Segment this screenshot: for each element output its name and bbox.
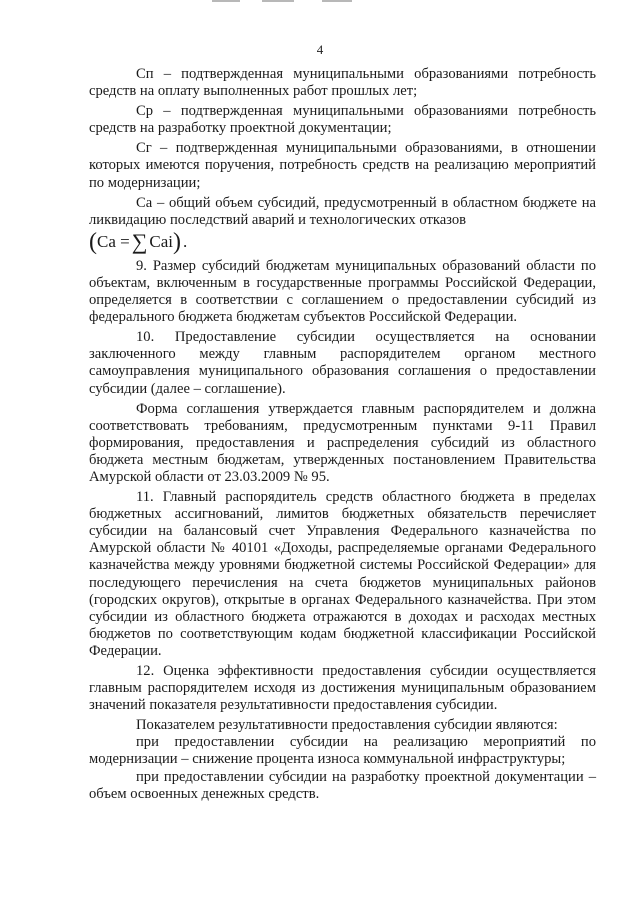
paragraph-project-docs: при предоставлении субсидии на разработку проектной документации – объем освоенных денежных средств. [89,768,596,802]
formula-lhs: Са = [97,232,130,252]
paragraph-9: 9. Размер субсидий бюджетам муниципальных образований области по объектам, включенным в государственные программы Российской Федерации, определяется в соответствии с соглашением о предоставлении субсидий из федерального бюджета бюджетам субъектов Российской Федерации. [89,257,596,326]
sum-icon: ∑ [131,228,148,254]
formula-close-paren: ) [173,228,182,255]
definition-ca: Са – общий объем субсидий, предусмотренный в областном бюджете на ликвидацию последствий аварий и технологических отказов [89,194,596,228]
paragraph-agreement-form: Форма соглашения утверждается главным распорядителем и должна соответствовать требованиям, предусмотренным пунктами 9-11 Правил формирования, предоставления и распределения субсидий из областного бюджета местным бюджетам, утвержденных постановлением Правительства Амурской области от 23.03.2009 № 95. [89,400,596,485]
formula-rhs: Саi [149,232,174,252]
paragraph-indicator: Показателем результативности предоставления субсидии являются: [136,717,558,734]
document-body [89,66,596,803]
paragraph-modernization: при предоставлении субсидии на реализацию мероприятий по модернизации – снижение процента износа коммунальной инфраструктуры; [89,734,596,768]
scan-edge-mark [212,0,240,2]
paragraph-11: 11. Главный распорядитель средств областного бюджета в пределах бюджетных ассигнований, лимитов бюджетных обязательств перечисляет субсидии на балансовый счет Управления Федерального казначейства по Амурской области № 40101 «Доходы, распределяемые органами Федерального казначейства между уровнями бюджетной системы Российской Федерации» для последующего перечисления на счета бюджетов муниципальных районов (городских округов), открытые в органах Федерального казначейства. При этом субсидии из областного бюджета отражаются в доходах и расходах местных бюджетов по соответствующим кодам бюджетной классификации Российской Федерации. [89,489,596,659]
definition-cg: Сг – подтвержденная муниципальными образованиями, в отношении которых имеются поручения, потребность средств на реализацию мероприятий по модернизации; [89,140,596,191]
page-number: 4 [316,42,324,57]
definition-cp: Сп – подтвержденная муниципальными образованиями потребность средств на оплату выполненных работ прошлых лет; [89,66,596,100]
scan-edge-mark [262,0,294,2]
formula-period: . [183,232,188,252]
definition-cr: Ср – подтвержденная муниципальными образованиями потребность средств на разработку проектной документации; [89,103,596,137]
scan-edge-mark [322,0,352,2]
paragraph-12: 12. Оценка эффективности предоставления субсидии осуществляется главным распорядителем исходя из достижения муниципальным образованием значений показателя результативности предоставления субсидии. [89,663,596,714]
paragraph-10: 10. Предоставление субсидии осуществляется на основании заключенного между главным распорядителем органом местного самоуправления муниципального образования соглашения о предоставлении субсидии (далее – соглашение). [89,329,596,397]
formula-open-paren: ( [89,228,97,255]
formula-ca [89,229,596,255]
